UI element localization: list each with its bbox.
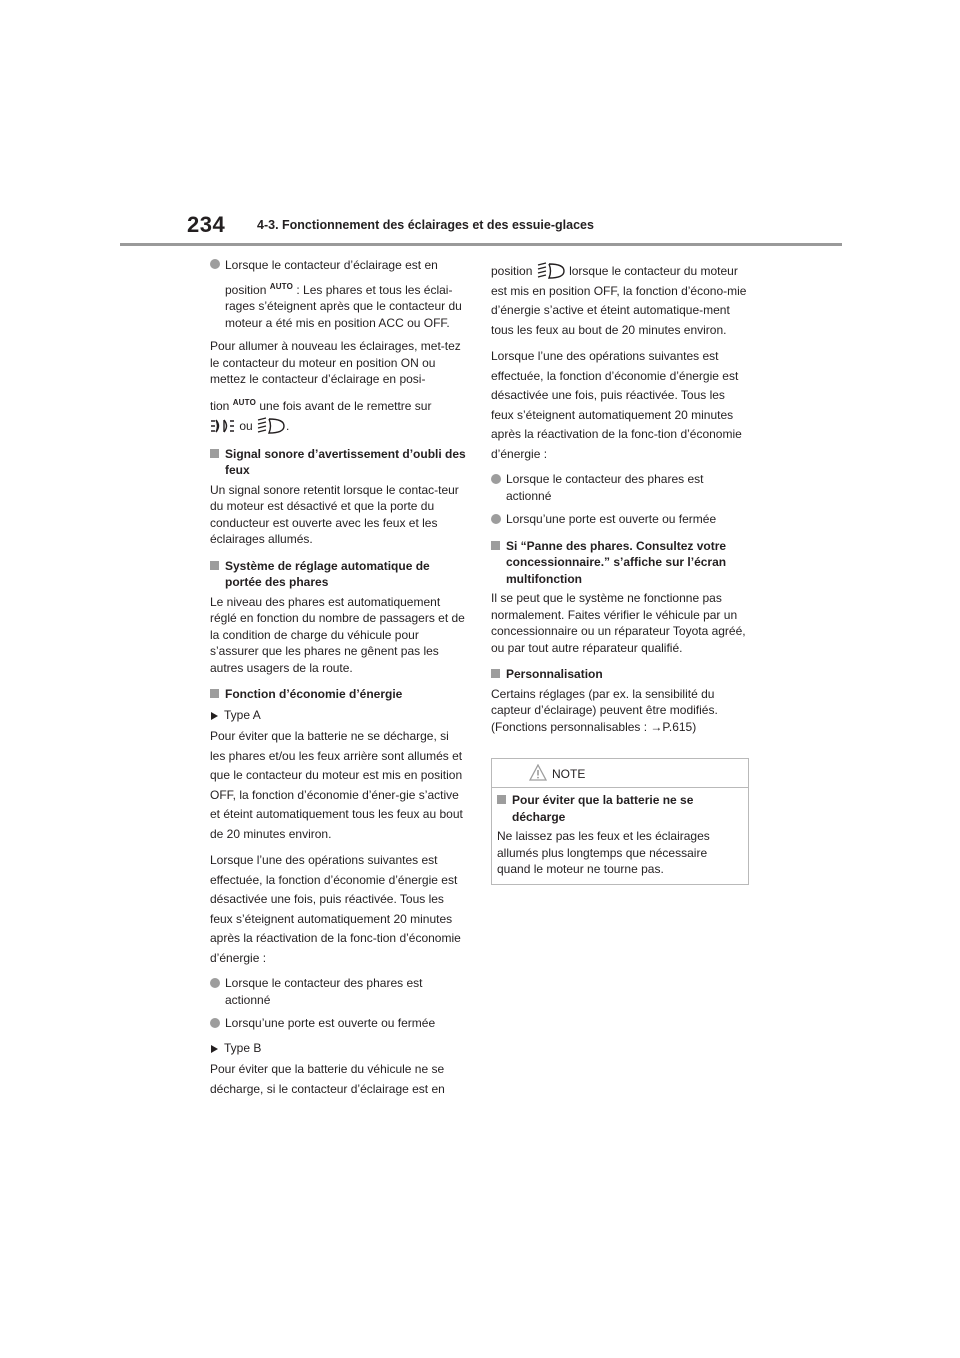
heading-signal-sonore: Signal sonore d’avertissement d’oubli des feux xyxy=(210,446,466,479)
section-title: 4-3. Fonctionnement des éclairages et des essuie-glaces xyxy=(257,218,594,232)
paragraph: Certains réglages (par ex. la sensibilité du capteur d’éclairage) peuvent être modifiés. (Fonctions personnalisables : →P.615) xyxy=(491,686,718,734)
paragraph: Pour éviter que la batterie du véhicule ne se décharge, si le contacteur d’éclairage est en xyxy=(210,1062,445,1096)
left-column xyxy=(210,256,466,1106)
triangle-marker-icon xyxy=(211,1045,218,1053)
list-item: Lorsqu’une porte est ouverte ou fermée xyxy=(210,1015,466,1032)
heading-panne-phares: Si “Panne des phares. Consultez votre concessionnaire.” s’affiche sur l’écran multifonction xyxy=(491,538,747,588)
paragraph: Il se peut que le système ne fonctionne pas normalement. Faites vérifier le véhicule par un concessionnaire ou un réparateur Toyota agréé, ou par tout autre réparateur qualifié. xyxy=(491,591,746,655)
auto-headlight-icon: AUTO xyxy=(232,397,257,407)
tail-lights-icon xyxy=(210,417,236,435)
triangle-marker-icon xyxy=(211,712,218,720)
heading-personnalisation: Personnalisation xyxy=(491,666,747,683)
bullet-dot-icon xyxy=(210,259,220,269)
paragraph: Le niveau des phares est automatiquement réglé en fonction du nombre de passagers et de la condition de charge du véhicule pour s’assurer que les phares ne gênent pas les autres usagers de la route. xyxy=(210,594,465,675)
paragraph: position lorsque le contacteur du moteur est mis en position OFF, la fonction d’écono-mie d’énergie s’active et éteint automatique-ment tous les feux au bout de 20 minutes environ. xyxy=(491,264,747,337)
paragraph: Lorsque l’une des opérations suivantes est effectuée, la fonction d’économie d’énergie est désactivée une fois, puis réactivée. Tous les feux s’éteignent automatiquement 20 minutes après la réactivation de la fonc-tion d’économie d’énergie : xyxy=(210,853,461,965)
square-bullet-icon xyxy=(210,449,219,458)
paragraph: Pour allumer à nouveau les éclairages, met-tez le contacteur du moteur en position ON ou mettez le contacteur d’éclairage en posi- xyxy=(210,339,461,386)
square-bullet-icon xyxy=(210,561,219,570)
paragraph: Lorsque l’une des opérations suivantes est effectuée, la fonction d’économie d’énergie est désactivée une fois, puis réactivée. Tous les feux s’éteignent automatiquement 20 minutes après la réactivation de la fonc-tion d’économie d’énergie : xyxy=(491,349,742,461)
low-beam-icon xyxy=(536,262,566,280)
auto-headlight-icon: AUTO xyxy=(269,281,294,291)
square-bullet-icon xyxy=(497,795,506,804)
note-text: Ne laissez pas les feux et les éclairages allumés plus longtemps que nécessaire quand le moteur ne tourne pas. xyxy=(497,829,710,876)
bullet-auto-off: Lorsque le contacteur d’éclairage est en position $^{AUTO}$ : Les phares et tous les éclai-rages s’éteignent après que le contacteur du moteur a été mis en position ACC ou OFF. xyxy=(210,256,466,331)
warning-triangle-icon xyxy=(529,764,547,786)
square-bullet-icon xyxy=(210,689,219,698)
list-item: Lorsque le contacteur des phares est actionné xyxy=(491,471,747,504)
bullet-dot-icon xyxy=(491,474,501,484)
paragraph: tion $^{AUTO}$ une fois avant de le remettre sur ou . xyxy=(210,397,432,433)
bullet-dot-icon xyxy=(210,978,220,988)
heading-reglage-portee: Système de réglage automatique de portée des phares xyxy=(210,558,466,591)
paragraph: Pour éviter que la batterie ne se décharge, si les phares et/ou les feux arrière sont allumés et que le contacteur du moteur est mis en position OFF, la fonction d’économie d’éner-gie s’active et éteint automatiquement tous les feux au bout de 20 minutes environ. xyxy=(210,729,463,841)
low-beam-icon xyxy=(256,417,286,435)
bullet-dot-icon xyxy=(491,514,501,524)
type-a-label: Type A xyxy=(210,706,466,726)
list-item: Lorsqu’une porte est ouverte ou fermée xyxy=(491,511,747,528)
note-body xyxy=(492,788,748,884)
right-column xyxy=(491,262,747,885)
bullet-dot-icon xyxy=(210,1018,220,1028)
list-item: Lorsque le contacteur des phares est actionné xyxy=(210,975,466,1008)
heading-economie-energie: Fonction d’économie d’énergie xyxy=(210,686,466,703)
type-b-label: Type B xyxy=(210,1039,466,1059)
note-box xyxy=(491,758,749,885)
note-label: NOTE xyxy=(552,767,586,781)
note-heading: Pour éviter que la batterie ne se décharge xyxy=(497,792,743,825)
square-bullet-icon xyxy=(491,669,500,678)
square-bullet-icon xyxy=(491,541,500,550)
paragraph: Un signal sonore retentit lorsque le contac-teur du moteur est désactivé et que la porte du conducteur est ouverte avec les feux et les éclairages allumés. xyxy=(210,482,459,546)
page-number: 234 xyxy=(187,212,226,237)
note-header xyxy=(492,759,748,788)
header-divider xyxy=(120,243,842,246)
